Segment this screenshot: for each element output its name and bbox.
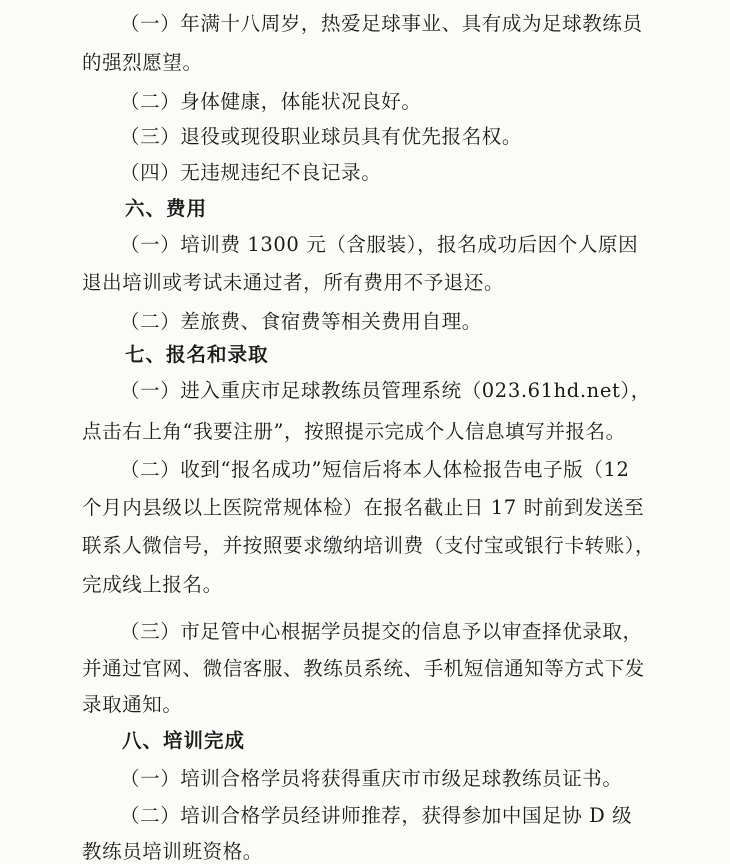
text-line: （二）差旅费、食宿费等相关费用自理。 bbox=[120, 310, 482, 333]
section-heading: 八、培训完成 bbox=[122, 729, 246, 752]
text-line: 完成线上报名。 bbox=[82, 573, 223, 596]
text-line: （一）年满十八周岁，热爱足球事业、具有成为足球教练员 bbox=[120, 12, 643, 35]
section-heading: 六、费用 bbox=[125, 197, 208, 220]
section-heading: 七、报名和录取 bbox=[125, 343, 269, 366]
text-line: 点击右上角“我要注册”，按照提示完成个人信息填写并报名。 bbox=[82, 420, 626, 443]
text-line: （二）身体健康，体能状况良好。 bbox=[120, 90, 422, 113]
text-line: 录取通知。 bbox=[82, 693, 183, 716]
text-line: 并通过官网、微信客服、教练员系统、手机短信通知等方式下发 bbox=[82, 657, 645, 680]
text-line: 个月内县级以上医院常规体检）在报名截止日 17 时前到发送至 bbox=[82, 496, 645, 519]
text-line: （四）无违规违纪不良记录。 bbox=[120, 161, 382, 184]
text-line: 联系人微信号，并按照要求缴纳培训费（支付宝或银行卡转账）， bbox=[82, 534, 656, 557]
text-line: （二）培训合格学员经讲师推荐，获得参加中国足协 D 级 bbox=[120, 804, 633, 827]
text-line: （三）退役或现役职业球员具有优先报名权。 bbox=[120, 125, 523, 148]
text-line: （一）培训合格学员将获得重庆市市级足球教练员证书。 bbox=[120, 767, 623, 790]
text-line: （三）市足管中心根据学员提交的信息予以审查择优录取， bbox=[120, 620, 643, 643]
text-line: （二）收到“报名成功”短信后将本人体检报告电子版（12 bbox=[120, 458, 630, 481]
text-line: 教练员培训班资格。 bbox=[82, 840, 263, 863]
text-line: （一）进入重庆市足球教练员管理系统（023.61hd.net）， bbox=[120, 379, 651, 402]
text-line: 的强烈愿望。 bbox=[82, 51, 203, 74]
text-line: 退出培训或考试未通过者，所有费用不予退还。 bbox=[82, 271, 505, 294]
text-line: （一）培训费 1300 元（含服装），报名成功后因个人原因 bbox=[120, 233, 639, 256]
